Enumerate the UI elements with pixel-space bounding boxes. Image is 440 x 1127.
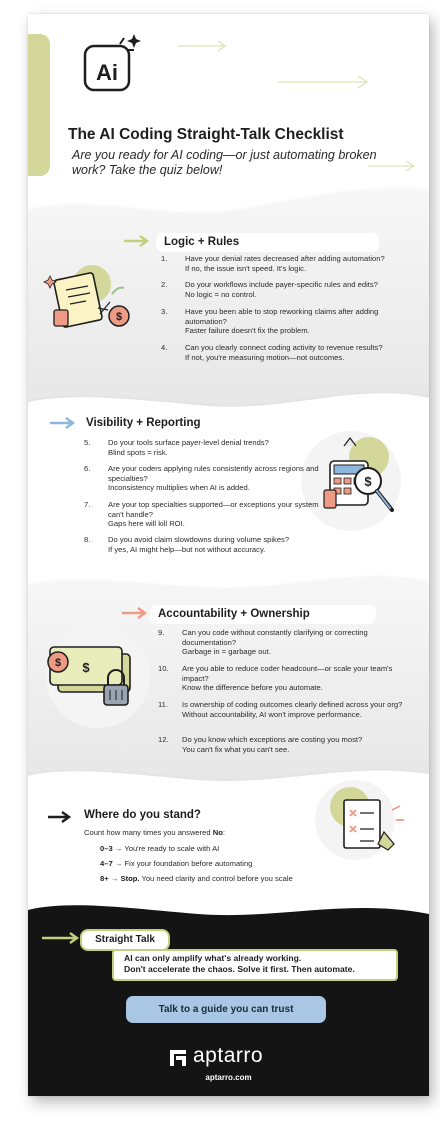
stand-level: 8+ → Stop. You need clarity and control before you scale xyxy=(100,874,293,883)
stand-heading: Where do you stand? xyxy=(84,809,201,821)
stand-level: 0–3 → You're ready to scale with AI xyxy=(100,844,220,853)
svg-text:Ai: Ai xyxy=(96,60,118,85)
svg-text:$: $ xyxy=(115,311,123,323)
infographic-card: Ai $ $ $ $ The AI Coding Straight-Talk Checklist Are you ready for AI coding—or just automating broken work? Take the quiz below! Logic + Rules 1. Have your denial rates decreased after adding automation? If no, the issue isn't speed. It's logic. 2. Do your workflows include payer-specific rules and edits? No logic = no control. 3. Have you been able to stop reworking claims after adding automation? Faster failure doesn't fix the problem. 4. Can you clearly connect coding activity to revenue results? If not, you're measuring motion—not outcomes. Visibility + Reporting 5. Do your tools surface payer-level denial trends? Blind spots = risk. 6. Are your coders applying rules consistently across regions and specialties? Inconsistency multiplies when AI is added. 7. Are your top specialties supported—or exceptions your system can't handle? Gaps here will kill ROI. 8. Do you avoid claim slowdowns during volume spikes? If yes, AI might help—but not without accuracy. Accountability + Ownership 9. Can you code without constantly clarifying or correcting documentation? Garbage in = garbage out. 10. Are you able to reduce coder headcount—or scale your team's impact? Know the difference before you automate. 11. Is ownership of coding outcomes clearly defined across your org? Without accountability, AI won't improve performance. 12. Do you know which exceptions are costing you most? You can't fix what you can't see. Where do you stand? Count how many times you answered No: 0–3 → You're ready to scale with AI 4–7 → Fix your foundation before automating 8+ → Stop. You need clarity and control before you scale Straight Talk AI can only amplify what's already working. Don't accelerate the chaos. Solve it first. Then automate. Talk to a guide you can trust aptarro aptarro.com xyxy=(28,14,429,1096)
stand-intro: Count how many times you answered No: xyxy=(84,828,225,837)
page-subtitle: Are you ready for AI coding—or just automating broken work? Take the quiz below! xyxy=(72,148,377,177)
stand-level: 4–7 → Fix your foundation before automating xyxy=(100,859,253,868)
money-lock-icon xyxy=(46,624,150,728)
brand-name: aptarro xyxy=(193,1044,264,1067)
aptarro-logo-icon xyxy=(168,1048,188,1068)
straight-talk-text: AI can only amplify what's already working. Don't accelerate the chaos. Solve it first. Then automate. xyxy=(124,953,355,974)
svg-text:$: $ xyxy=(54,657,62,669)
svg-text:$: $ xyxy=(364,474,372,489)
section-heading-logic: Logic + Rules xyxy=(156,233,379,252)
section-heading-visibility: Visibility + Reporting xyxy=(78,414,302,433)
page-title: The AI Coding Straight-Talk Checklist xyxy=(68,126,344,143)
section-heading-accountability: Accountability + Ownership xyxy=(150,605,376,624)
svg-text:$: $ xyxy=(82,660,90,675)
straight-talk-label: Straight Talk xyxy=(80,929,170,951)
talk-to-guide-button[interactable]: Talk to a guide you can trust xyxy=(126,996,326,1023)
brand-url[interactable]: aptarro.com xyxy=(205,1073,252,1082)
accent-bar xyxy=(28,34,50,176)
ai-logo-icon xyxy=(85,34,141,90)
